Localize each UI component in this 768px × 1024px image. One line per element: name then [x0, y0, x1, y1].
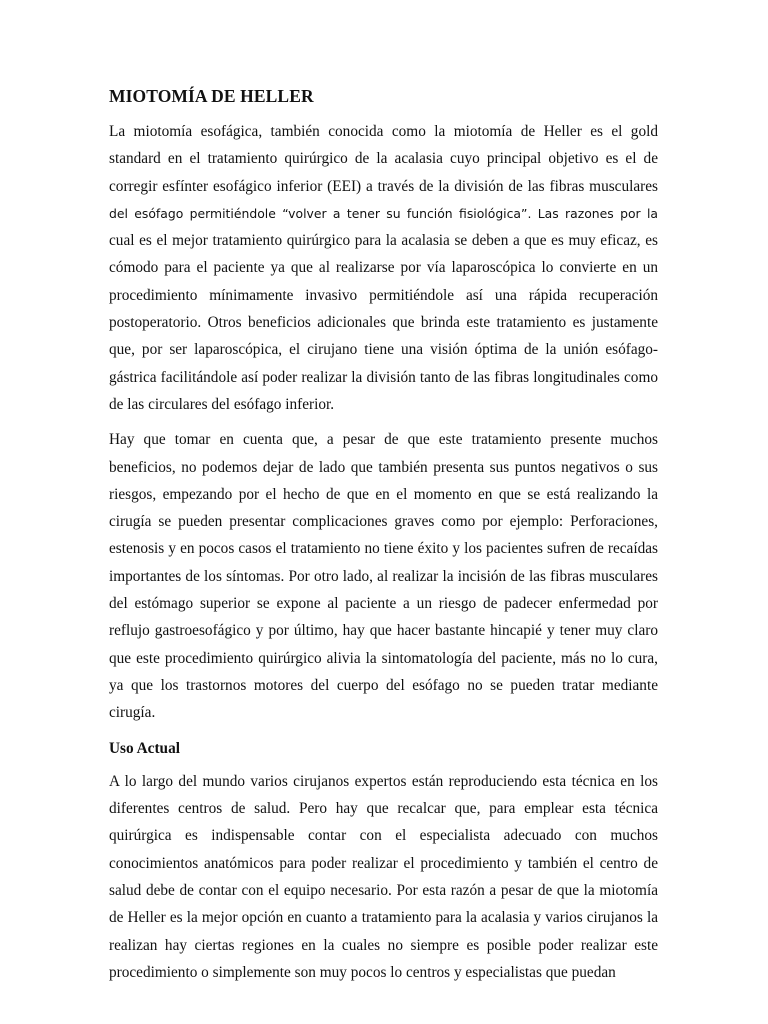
paragraph-intro-part-c: cual es el mejor tratamiento quirúrgico para la acalasia se deben a que es muy eficaz, es cómodo para el paciente ya que al realizarse por vía laparoscópica lo convierte en un procedimiento mínimamente invasivo permitiéndole así una rápida recuperación postoperatorio. Otros beneficios adicionales que brinda este tratamiento es justamente que, por ser laparoscópica, el cirujano tiene una visión óptima de la unión esófago-gástrica facilitándole así poder realizar la división tanto de las fibras longitudinales como de las circulares del esófago inferior.: [109, 232, 658, 413]
paragraph-intro-part-a: La miotomía esofágica, también conocida como la miotomía de Heller es el gold standard en el tratamiento quirúrgico de la acalasia cuyo principal objetivo es el de corregir esfínter esofágico inferior (EEI) a través de la división de las fibras musculares: [109, 123, 658, 195]
paragraph-intro-part-b: del esófago permitiéndole “volver a tener su función fisiológica”. Las razones por la: [109, 205, 658, 221]
paragraph-intro: [109, 118, 658, 418]
paragraph-current-use: A lo largo del mundo varios cirujanos expertos están reproduciendo esta técnica en los diferentes centros de salud. Pero hay que recalcar que, para emplear esta técnica quirúrgica es indispensable contar con el especialista adecuado con muchos conocimientos anatómicos para poder realizar el procedimiento y también el centro de salud debe de contar con el equipo necesario. Por esta razón a pesar de que la miotomía de Heller es la mejor opción en cuanto a tratamiento para la acalasia y varios cirujanos la realizan hay ciertas regiones en la cuales no siempre es posible poder realizar este procedimiento o simplemente son muy pocos lo centros y especialistas que puedan: [109, 772, 658, 981]
document-title: MIOTOMÍA DE HELLER: [109, 86, 314, 106]
paragraph-risks: Hay que tomar en cuenta que, a pesar de que este tratamiento presente muchos beneficios, no podemos dejar de lado que también presenta sus puntos negativos o sus riesgos, empezando por el hecho de que en el momento en que se está realizando la cirugía se pueden presentar complicaciones graves como por ejemplo: Perforaciones, estenosis y en pocos casos el tratamiento no tiene éxito y los pacientes sufren de recaídas importantes de los síntomas. Por otro lado, al realizar la incisión de las fibras musculares del estómago superior se expone al paciente a un riesgo de padecer enfermedad por reflujo gastroesofágico y por último, hay que hacer bastante hincapié y tener muy claro que este procedimiento quirúrgico alivia la sintomatología del paciente, más no lo cura, ya que los trastornos motores del cuerpo del esófago no se pueden tratar mediante cirugía.: [109, 431, 658, 722]
document-page: [109, 84, 658, 994]
section-heading-uso-actual: Uso Actual: [109, 739, 180, 757]
